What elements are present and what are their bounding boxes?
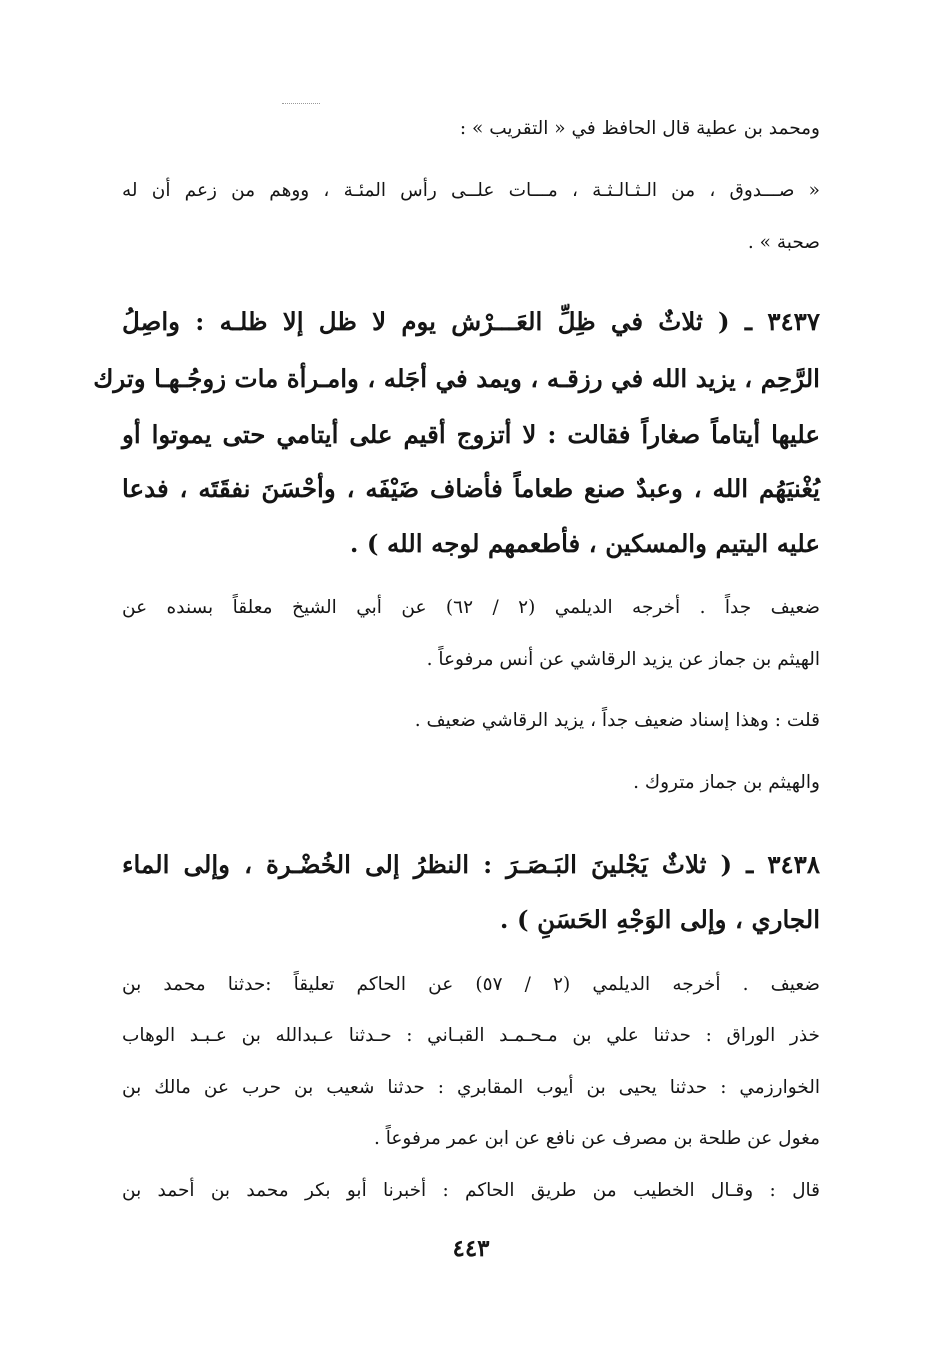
- hadith-3438-line: ٣٤٣٨ ـ ( ثلاثٌ يَجْلينَ البَـصَـرَ : النظرُ إلى الخُضْـرة ، وإلى الماء: [122, 850, 820, 879]
- hadith-3437-line: الرَّحِم ، يزيد الله في رزقـه ، ويمد في أجَله ، وامـرأة مات زوجُـهـا وترك: [93, 364, 820, 393]
- hadith-3437-line: ٣٤٣٧ ـ ( ثلاثٌ في ظِلِّ العَـــرْش يوم لا ظل إلا ظلـه : واصِلُ: [122, 307, 820, 336]
- commentary-line: ضعيف . أخرجه الديلمي (٢ / ٥٧) عن الحاكم تعليقاً :حدثنا محمد بن: [122, 974, 820, 995]
- commentary-line: الهيثم بن جماز عن يزيد الرقاشي عن أنس مرفوعاً .: [426, 649, 820, 670]
- text-line: « صـــدوق ، من الـثـالـثـة ، مـــات علــى رأس المئـة ، ووهم من زعم أن له: [122, 180, 820, 201]
- hadith-3437-line: عليها أيتاماً صغاراً فقالت : لا أتزوج أقيم على أيتامي حتى يموتوا أو: [122, 420, 820, 449]
- hadith-3438-line: الجاري ، وإلى الوَجْهِ الحَسَنِ ) .: [499, 905, 820, 934]
- hadith-3437-line: يُغْنيَهُم الله ، وعبدٌ صنع طعاماً فأضاف ضَيْفَه ، وأحْسَنَ نفقَتَه ، فدعا: [122, 474, 820, 503]
- hadith-3437-line: عليه اليتيم والمسكين ، فأطعمهم لوجه الله ) .: [349, 529, 820, 558]
- commentary-line: مغول عن طلحة بن مصرف عن نافع عن ابن عمر مرفوعاً .: [373, 1128, 820, 1149]
- commentary-line: خذر الوراق : حدثنا علي بن مـحـمـد القبـاني : حـدثنا عـبدالله بن عـبـد الوهاب: [122, 1025, 820, 1046]
- top-separator: [282, 103, 320, 104]
- commentary-line: ضعيف جداً . أخرجه الديلمي (٢ / ٦٢) عن أبي الشيخ معلقاً بسنده عن: [122, 597, 820, 618]
- commentary-line: قال : وقـال الخطيب من طريق الحاكم : أخبرنا أبو بكر محمد بن أحمد بن: [122, 1180, 820, 1201]
- text-line: صحبة » .: [747, 232, 820, 253]
- text-line: ومحمد بن عطية قال الحافظ في « التقريب » :: [459, 118, 820, 139]
- commentary-line: والهيثم بن جماز متروك .: [633, 772, 820, 793]
- commentary-line: الخوارزمي : حدثنا يحيى بن أيوب المقابري : حدثنا شعيب بن حرب عن مالك بن: [122, 1077, 820, 1098]
- page-number: ٤٤٣: [452, 1235, 490, 1262]
- commentary-line: قلت : وهذا إسناد ضعيف جداً ، يزيد الرقاشي ضعيف .: [414, 710, 820, 731]
